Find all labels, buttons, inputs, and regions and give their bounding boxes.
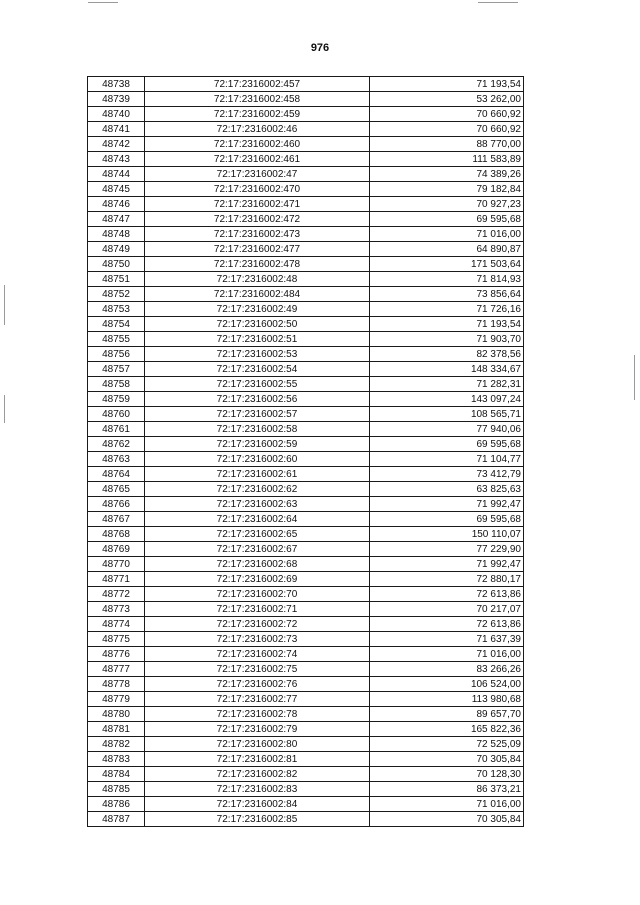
value-cell: 70 128,30 bbox=[370, 767, 524, 782]
row-number-cell: 48772 bbox=[88, 587, 145, 602]
value-cell: 71 016,00 bbox=[370, 797, 524, 812]
row-number-cell: 48754 bbox=[88, 317, 145, 332]
value-cell: 79 182,84 bbox=[370, 182, 524, 197]
cadastral-number-cell: 72:17:2316002:72 bbox=[145, 617, 370, 632]
table-row bbox=[88, 587, 524, 602]
row-number-cell: 48770 bbox=[88, 557, 145, 572]
row-number-cell: 48785 bbox=[88, 782, 145, 797]
table-row bbox=[88, 617, 524, 632]
value-cell: 71 016,00 bbox=[370, 647, 524, 662]
cadastral-number-cell: 72:17:2316002:64 bbox=[145, 512, 370, 527]
cadastral-number-cell: 72:17:2316002:60 bbox=[145, 452, 370, 467]
cadastral-number-cell: 72:17:2316002:51 bbox=[145, 332, 370, 347]
row-number-cell: 48743 bbox=[88, 152, 145, 167]
value-cell: 71 193,54 bbox=[370, 317, 524, 332]
cadastral-number-cell: 72:17:2316002:80 bbox=[145, 737, 370, 752]
value-cell: 71 016,00 bbox=[370, 227, 524, 242]
row-number-cell: 48779 bbox=[88, 692, 145, 707]
table-row bbox=[88, 632, 524, 647]
table-row bbox=[88, 512, 524, 527]
value-cell: 148 334,67 bbox=[370, 362, 524, 377]
table-row bbox=[88, 497, 524, 512]
row-number-cell: 48753 bbox=[88, 302, 145, 317]
value-cell: 69 595,68 bbox=[370, 437, 524, 452]
value-cell: 72 613,86 bbox=[370, 587, 524, 602]
value-cell: 108 565,71 bbox=[370, 407, 524, 422]
table-body bbox=[88, 77, 524, 827]
value-cell: 69 595,68 bbox=[370, 212, 524, 227]
row-number-cell: 48748 bbox=[88, 227, 145, 242]
scan-edge-mark bbox=[4, 395, 5, 423]
cadastral-number-cell: 72:17:2316002:70 bbox=[145, 587, 370, 602]
value-cell: 77 229,90 bbox=[370, 542, 524, 557]
cadastral-number-cell: 72:17:2316002:59 bbox=[145, 437, 370, 452]
table-row bbox=[88, 407, 524, 422]
row-number-cell: 48781 bbox=[88, 722, 145, 737]
value-cell: 70 305,84 bbox=[370, 752, 524, 767]
row-number-cell: 48769 bbox=[88, 542, 145, 557]
cadastral-number-cell: 72:17:2316002:74 bbox=[145, 647, 370, 662]
table-row bbox=[88, 797, 524, 812]
value-cell: 150 110,07 bbox=[370, 527, 524, 542]
row-number-cell: 48768 bbox=[88, 527, 145, 542]
row-number-cell: 48756 bbox=[88, 347, 145, 362]
row-number-cell: 48761 bbox=[88, 422, 145, 437]
value-cell: 73 412,79 bbox=[370, 467, 524, 482]
cadastral-number-cell: 72:17:2316002:71 bbox=[145, 602, 370, 617]
value-cell: 72 613,86 bbox=[370, 617, 524, 632]
table-row bbox=[88, 302, 524, 317]
row-number-cell: 48745 bbox=[88, 182, 145, 197]
row-number-cell: 48777 bbox=[88, 662, 145, 677]
cadastral-number-cell: 72:17:2316002:57 bbox=[145, 407, 370, 422]
cadastral-number-cell: 72:17:2316002:65 bbox=[145, 527, 370, 542]
table-row bbox=[88, 692, 524, 707]
scan-edge-mark bbox=[634, 355, 635, 400]
value-cell: 113 980,68 bbox=[370, 692, 524, 707]
table-row bbox=[88, 152, 524, 167]
table-row bbox=[88, 752, 524, 767]
value-cell: 83 266,26 bbox=[370, 662, 524, 677]
row-number-cell: 48739 bbox=[88, 92, 145, 107]
table-row bbox=[88, 197, 524, 212]
cadastral-number-cell: 72:17:2316002:67 bbox=[145, 542, 370, 557]
table-row bbox=[88, 92, 524, 107]
row-number-cell: 48786 bbox=[88, 797, 145, 812]
table-row bbox=[88, 332, 524, 347]
table-row bbox=[88, 347, 524, 362]
row-number-cell: 48750 bbox=[88, 257, 145, 272]
value-cell: 64 890,87 bbox=[370, 242, 524, 257]
row-number-cell: 48760 bbox=[88, 407, 145, 422]
table-row bbox=[88, 662, 524, 677]
table-row bbox=[88, 677, 524, 692]
value-cell: 63 825,63 bbox=[370, 482, 524, 497]
cadastral-number-cell: 72:17:2316002:79 bbox=[145, 722, 370, 737]
cadastral-number-cell: 72:17:2316002:68 bbox=[145, 557, 370, 572]
row-number-cell: 48783 bbox=[88, 752, 145, 767]
value-cell: 106 524,00 bbox=[370, 677, 524, 692]
cadastral-number-cell: 72:17:2316002:477 bbox=[145, 242, 370, 257]
row-number-cell: 48776 bbox=[88, 647, 145, 662]
table-row bbox=[88, 362, 524, 377]
table-row bbox=[88, 647, 524, 662]
row-number-cell: 48749 bbox=[88, 242, 145, 257]
cadastral-number-cell: 72:17:2316002:50 bbox=[145, 317, 370, 332]
row-number-cell: 48762 bbox=[88, 437, 145, 452]
value-cell: 69 595,68 bbox=[370, 512, 524, 527]
table-row bbox=[88, 782, 524, 797]
table-row bbox=[88, 602, 524, 617]
value-cell: 86 373,21 bbox=[370, 782, 524, 797]
row-number-cell: 48752 bbox=[88, 287, 145, 302]
row-number-cell: 48755 bbox=[88, 332, 145, 347]
cadastral-number-cell: 72:17:2316002:49 bbox=[145, 302, 370, 317]
row-number-cell: 48744 bbox=[88, 167, 145, 182]
table-row bbox=[88, 422, 524, 437]
value-cell: 53 262,00 bbox=[370, 92, 524, 107]
scan-edge-mark bbox=[478, 2, 518, 3]
row-number-cell: 48784 bbox=[88, 767, 145, 782]
row-number-cell: 48738 bbox=[88, 77, 145, 92]
cadastral-number-cell: 72:17:2316002:78 bbox=[145, 707, 370, 722]
value-cell: 77 940,06 bbox=[370, 422, 524, 437]
row-number-cell: 48751 bbox=[88, 272, 145, 287]
cadastral-number-cell: 72:17:2316002:55 bbox=[145, 377, 370, 392]
cadastral-number-cell: 72:17:2316002:470 bbox=[145, 182, 370, 197]
cadastral-value-table bbox=[87, 76, 524, 827]
row-number-cell: 48765 bbox=[88, 482, 145, 497]
cadastral-number-cell: 72:17:2316002:56 bbox=[145, 392, 370, 407]
value-cell: 70 305,84 bbox=[370, 812, 524, 827]
table-row bbox=[88, 137, 524, 152]
cadastral-number-cell: 72:17:2316002:473 bbox=[145, 227, 370, 242]
cadastral-number-cell: 72:17:2316002:47 bbox=[145, 167, 370, 182]
row-number-cell: 48758 bbox=[88, 377, 145, 392]
table-row bbox=[88, 287, 524, 302]
table-row bbox=[88, 572, 524, 587]
row-number-cell: 48773 bbox=[88, 602, 145, 617]
table-row bbox=[88, 452, 524, 467]
cadastral-number-cell: 72:17:2316002:62 bbox=[145, 482, 370, 497]
cadastral-number-cell: 72:17:2316002:458 bbox=[145, 92, 370, 107]
row-number-cell: 48742 bbox=[88, 137, 145, 152]
table-row bbox=[88, 812, 524, 827]
row-number-cell: 48741 bbox=[88, 122, 145, 137]
cadastral-number-cell: 72:17:2316002:459 bbox=[145, 107, 370, 122]
row-number-cell: 48771 bbox=[88, 572, 145, 587]
row-number-cell: 48747 bbox=[88, 212, 145, 227]
table-row bbox=[88, 257, 524, 272]
value-cell: 70 217,07 bbox=[370, 602, 524, 617]
cadastral-number-cell: 72:17:2316002:84 bbox=[145, 797, 370, 812]
row-number-cell: 48740 bbox=[88, 107, 145, 122]
table-row bbox=[88, 527, 524, 542]
cadastral-number-cell: 72:17:2316002:48 bbox=[145, 272, 370, 287]
value-cell: 71 726,16 bbox=[370, 302, 524, 317]
row-number-cell: 48759 bbox=[88, 392, 145, 407]
row-number-cell: 48764 bbox=[88, 467, 145, 482]
row-number-cell: 48763 bbox=[88, 452, 145, 467]
value-cell: 70 660,92 bbox=[370, 122, 524, 137]
cadastral-number-cell: 72:17:2316002:472 bbox=[145, 212, 370, 227]
value-cell: 171 503,64 bbox=[370, 257, 524, 272]
table-row bbox=[88, 557, 524, 572]
cadastral-number-cell: 72:17:2316002:77 bbox=[145, 692, 370, 707]
scan-edge-mark bbox=[88, 2, 118, 3]
value-cell: 73 856,64 bbox=[370, 287, 524, 302]
row-number-cell: 48767 bbox=[88, 512, 145, 527]
row-number-cell: 48757 bbox=[88, 362, 145, 377]
scan-edge-mark bbox=[4, 285, 5, 325]
cadastral-number-cell: 72:17:2316002:76 bbox=[145, 677, 370, 692]
value-cell: 71 637,39 bbox=[370, 632, 524, 647]
value-cell: 71 282,31 bbox=[370, 377, 524, 392]
value-cell: 165 822,36 bbox=[370, 722, 524, 737]
table-row bbox=[88, 272, 524, 287]
table-row bbox=[88, 542, 524, 557]
cadastral-number-cell: 72:17:2316002:53 bbox=[145, 347, 370, 362]
value-cell: 82 378,56 bbox=[370, 347, 524, 362]
row-number-cell: 48774 bbox=[88, 617, 145, 632]
cadastral-number-cell: 72:17:2316002:81 bbox=[145, 752, 370, 767]
cadastral-number-cell: 72:17:2316002:75 bbox=[145, 662, 370, 677]
table-row bbox=[88, 377, 524, 392]
page-number: 976 bbox=[310, 42, 330, 54]
value-cell: 72 525,09 bbox=[370, 737, 524, 752]
table-row bbox=[88, 482, 524, 497]
table-row bbox=[88, 392, 524, 407]
cadastral-number-cell: 72:17:2316002:471 bbox=[145, 197, 370, 212]
table-row bbox=[88, 767, 524, 782]
table-row bbox=[88, 437, 524, 452]
row-number-cell: 48780 bbox=[88, 707, 145, 722]
row-number-cell: 48775 bbox=[88, 632, 145, 647]
value-cell: 70 927,23 bbox=[370, 197, 524, 212]
value-cell: 71 814,93 bbox=[370, 272, 524, 287]
value-cell: 71 193,54 bbox=[370, 77, 524, 92]
table-row bbox=[88, 212, 524, 227]
table-row bbox=[88, 122, 524, 137]
cadastral-number-cell: 72:17:2316002:478 bbox=[145, 257, 370, 272]
table-row bbox=[88, 317, 524, 332]
value-cell: 71 903,70 bbox=[370, 332, 524, 347]
row-number-cell: 48766 bbox=[88, 497, 145, 512]
cadastral-number-cell: 72:17:2316002:46 bbox=[145, 122, 370, 137]
value-cell: 71 992,47 bbox=[370, 557, 524, 572]
table-row bbox=[88, 182, 524, 197]
row-number-cell: 48782 bbox=[88, 737, 145, 752]
cadastral-number-cell: 72:17:2316002:457 bbox=[145, 77, 370, 92]
value-cell: 72 880,17 bbox=[370, 572, 524, 587]
cadastral-number-cell: 72:17:2316002:61 bbox=[145, 467, 370, 482]
table-row bbox=[88, 707, 524, 722]
table-row bbox=[88, 77, 524, 92]
cadastral-number-cell: 72:17:2316002:460 bbox=[145, 137, 370, 152]
value-cell: 71 104,77 bbox=[370, 452, 524, 467]
value-cell: 74 389,26 bbox=[370, 167, 524, 182]
cadastral-number-cell: 72:17:2316002:83 bbox=[145, 782, 370, 797]
table-row bbox=[88, 107, 524, 122]
value-cell: 143 097,24 bbox=[370, 392, 524, 407]
table-row bbox=[88, 722, 524, 737]
cadastral-number-cell: 72:17:2316002:85 bbox=[145, 812, 370, 827]
row-number-cell: 48778 bbox=[88, 677, 145, 692]
value-cell: 88 770,00 bbox=[370, 137, 524, 152]
cadastral-number-cell: 72:17:2316002:461 bbox=[145, 152, 370, 167]
cadastral-number-cell: 72:17:2316002:58 bbox=[145, 422, 370, 437]
cadastral-number-cell: 72:17:2316002:73 bbox=[145, 632, 370, 647]
cadastral-number-cell: 72:17:2316002:484 bbox=[145, 287, 370, 302]
value-cell: 70 660,92 bbox=[370, 107, 524, 122]
value-cell: 89 657,70 bbox=[370, 707, 524, 722]
cadastral-number-cell: 72:17:2316002:82 bbox=[145, 767, 370, 782]
cadastral-number-cell: 72:17:2316002:63 bbox=[145, 497, 370, 512]
cadastral-number-cell: 72:17:2316002:69 bbox=[145, 572, 370, 587]
table-row bbox=[88, 167, 524, 182]
table-row bbox=[88, 737, 524, 752]
row-number-cell: 48746 bbox=[88, 197, 145, 212]
table-row bbox=[88, 227, 524, 242]
cadastral-number-cell: 72:17:2316002:54 bbox=[145, 362, 370, 377]
value-cell: 111 583,89 bbox=[370, 152, 524, 167]
value-cell: 71 992,47 bbox=[370, 497, 524, 512]
row-number-cell: 48787 bbox=[88, 812, 145, 827]
table-row bbox=[88, 467, 524, 482]
table-row bbox=[88, 242, 524, 257]
